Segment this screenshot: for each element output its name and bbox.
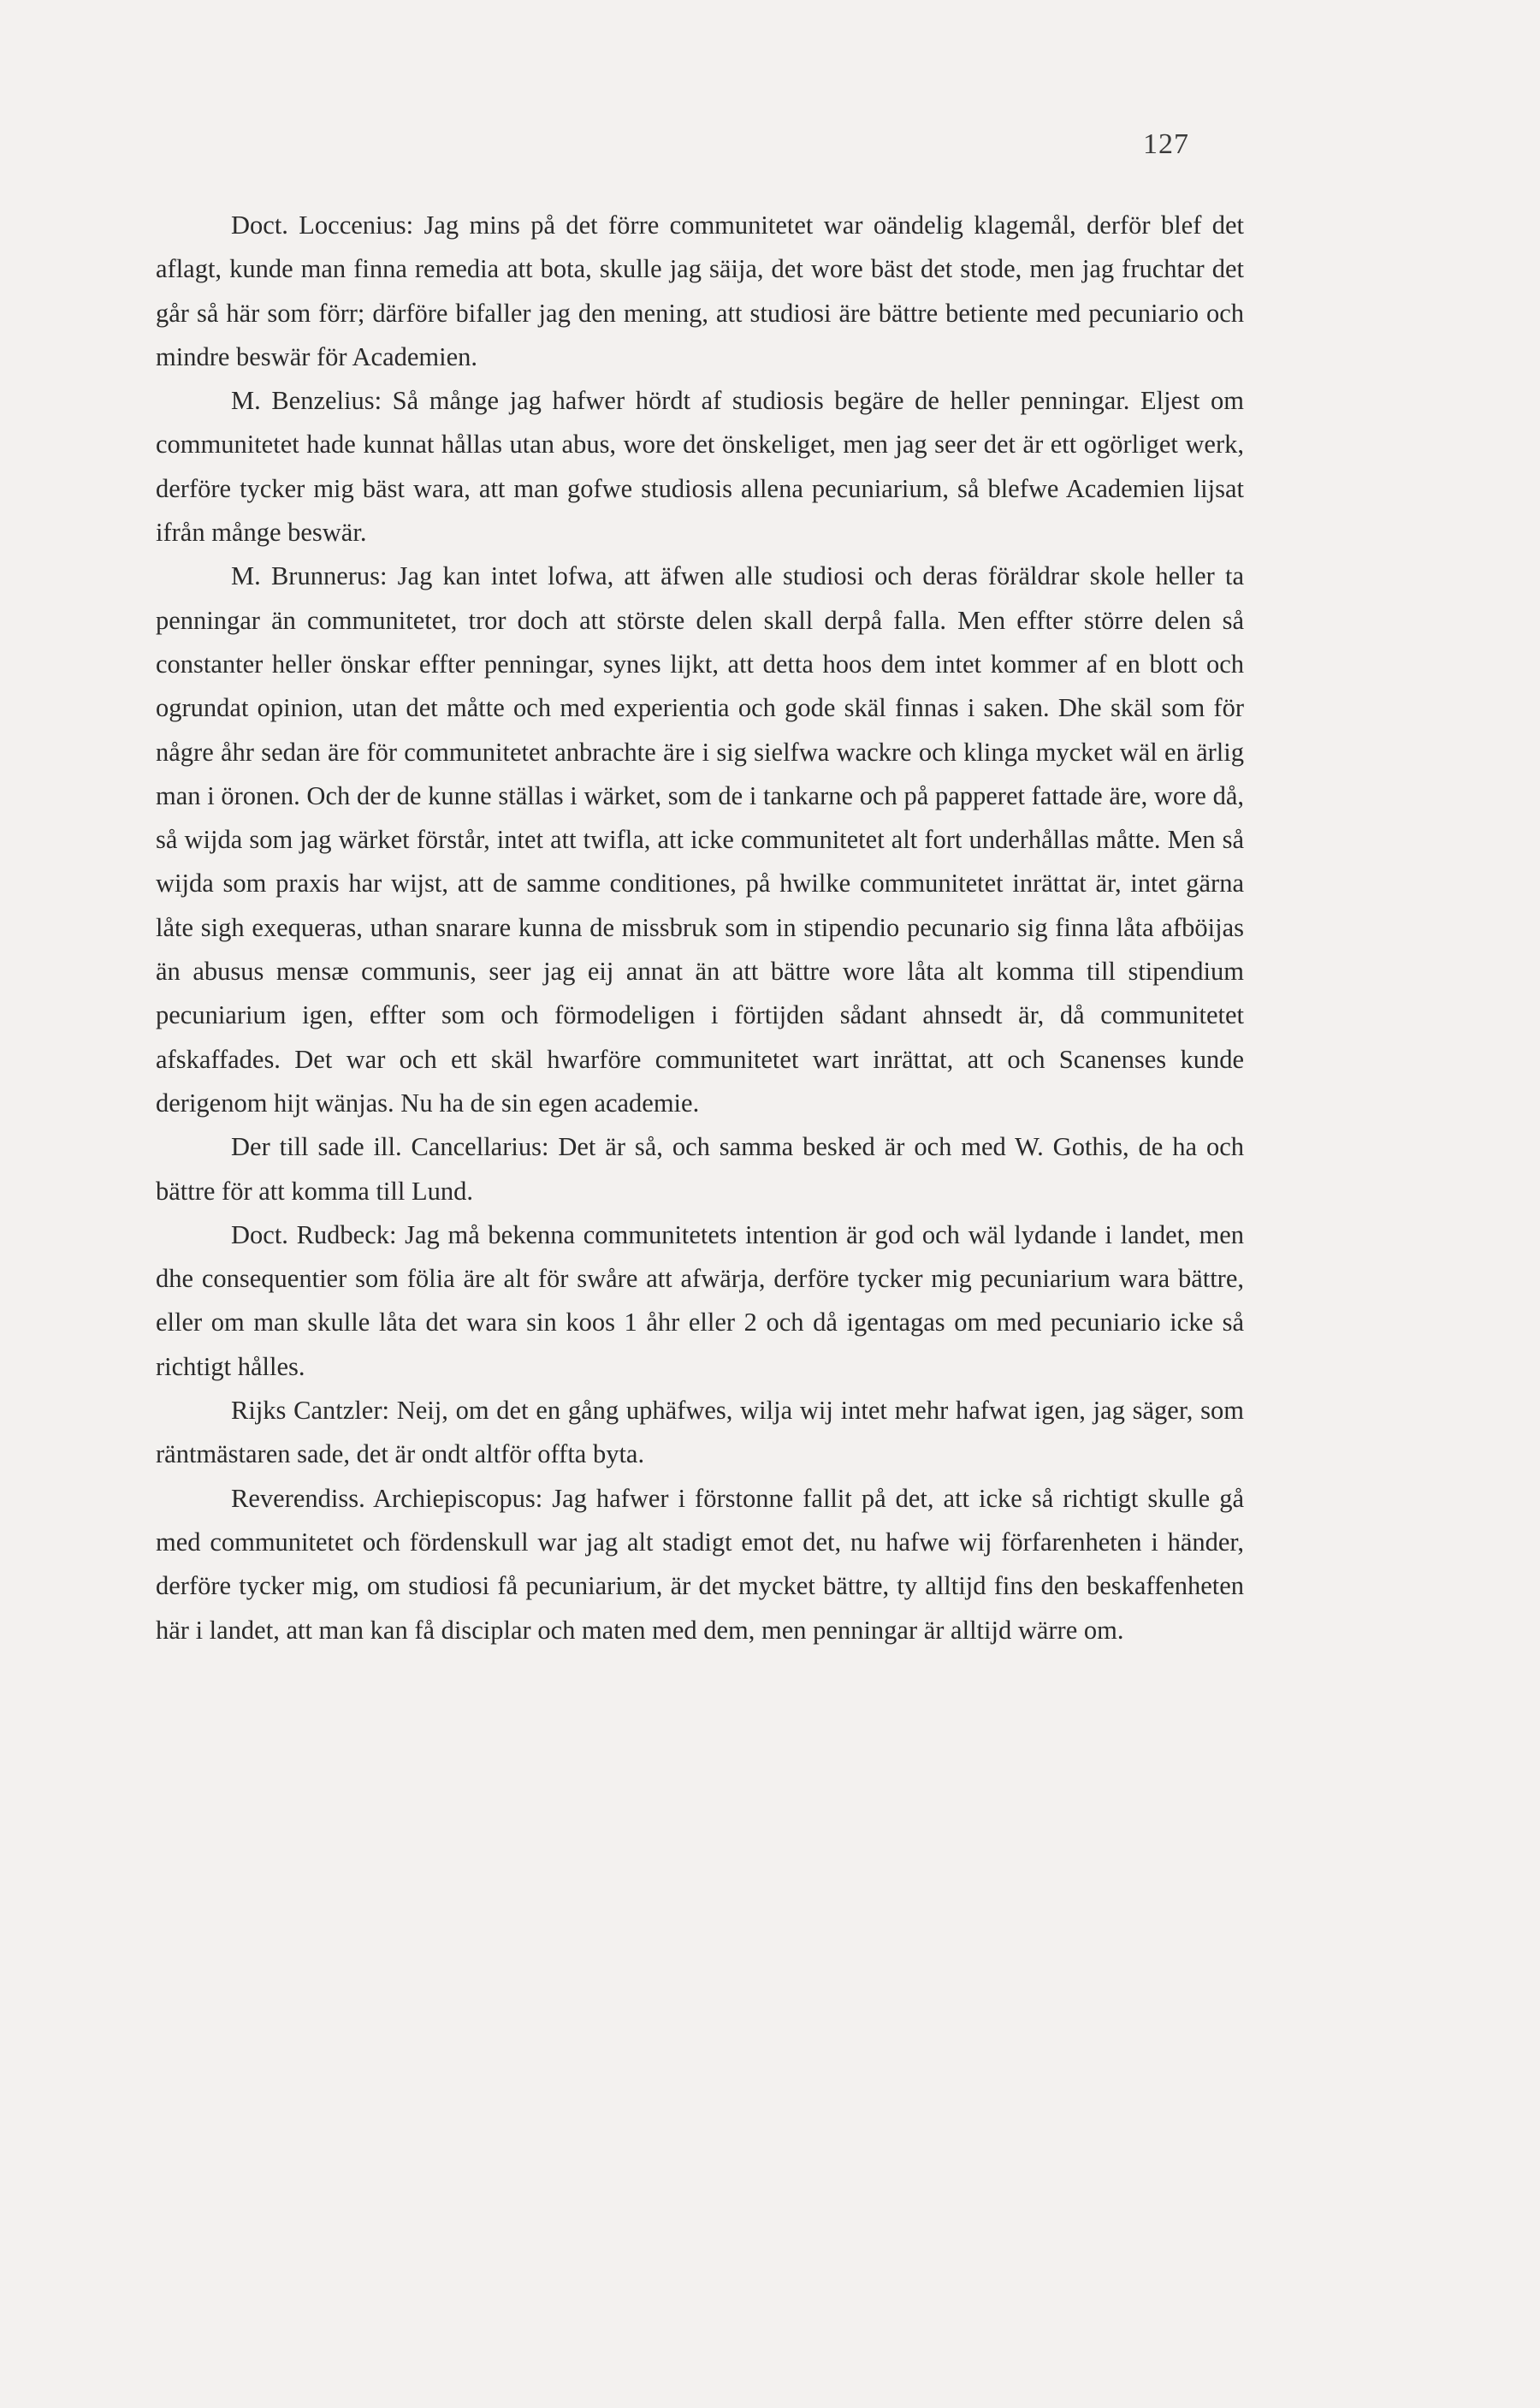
paragraph-rijks-cantzler: Rijks Cantzler: Neij, om det en gång uphäfwes, wilja wij intet mehr hafwat igen, jag säger, som räntmästaren sade, det är ondt altför offta byta.	[156, 1396, 1244, 1469]
body-text	[156, 204, 1244, 1652]
paragraph-cancellarius: Der till sade ill. Cancellarius: Det är så, och samma besked är och med W. Gothis, de ha och bättre för att komma till Lund.	[156, 1132, 1244, 1206]
paragraph-loccenius: Doct. Loccenius: Jag mins på det förre communitetet war oändelig klagemål, derför blef det aflagt, kunde man finna remedia att bota, skulle jag säija, det wore bäst det stode, men jag fruchtar det går så här som förr; därföre bifaller jag den mening, att studiosi äre bättre betiente med pecuniario och mindre beswär för Academien.	[156, 211, 1244, 371]
paragraph-rudbeck: Doct. Rudbeck: Jag må bekenna communitetets intention är god och wäl lydande i landet, men dhe consequentier som fölia äre alt för swåre att afwärja, derföre tycker mig pecuniarium wara bättre, eller om man skulle låta det wara sin koos 1 åhr eller 2 och då igentagas om med pecuniario icke så richtigt hålles.	[156, 1219, 1244, 1381]
paragraph-archiepiscopus: Reverendiss. Archiepiscopus: Jag hafwer i förstonne fallit på det, att icke så richtigt skulle gå med communitetet och fördenskull war jag alt stadigt emot det, nu hafwe wij förfarenheten i händer, derföre tycker mig, om studiosi få pecuniarium, är det mycket bättre, ty alltijd fins den beskaffenheten här i landet, att man kan få disciplar och maten med dem, men penningar är alltijd wärre om.	[156, 1483, 1244, 1645]
paragraph-brunnerus: M. Brunnerus: Jag kan intet lofwa, att äfwen alle studiosi och deras föräldrar skole heller ta penningar än communitetet, tror doch att störste delen skall derpå falla. Men effter större delen så constanter heller önskar effter penningar, synes lijkt, att detta hoos dem intet kommer af en blott och ogrundat opinion, utan det måtte och med experientia och gode skäl finnas i saken. Dhe skäl som för någre åhr sedan äre för communitetet anbrachte äre i sig sielfwa wackre och klinga mycket wäl en ärlig man i öronen. Och der de kunne ställas i wärket, som de i tankarne och på papperet fattade äre, wore då, så wijda som jag wärket förstår, intet att twifla, att icke communitetet alt fort underhållas måtte. Men så wijda som praxis har wijst, att de samme conditiones, på hwilke communitetet inrättat är, intet gärna låte sigh exequeras, uthan snarare kunna de missbruk som in stipendio pecunario sig finna låta afböijas än abusus mensæ communis, seer jag eij annat än att bättre wore låta alt komma till stipendium pecuniarium igen, effter som och förmodeligen i förtijden sådant ahnsedt är, då communitetet afskaffades. Det war och ett skäl hwarföre communitetet wart inrättat, att och Scanenses kunde derigenom hijt wänjas. Nu ha de sin egen academie.	[156, 561, 1244, 1118]
page-number: 127	[1143, 128, 1189, 160]
paragraph-benzelius: M. Benzelius: Så månge jag hafwer hördt af studiosis begäre de heller penningar. Eljest om communitetet hade kunnat hållas utan abus, wore det önskeliget, men jag seer det är ett ogörliget werk, derföre tycker mig bäst wara, att man gofwe studiosis allena pecuniarium, så blefwe Academien lijsat ifrån månge beswär.	[156, 386, 1244, 548]
